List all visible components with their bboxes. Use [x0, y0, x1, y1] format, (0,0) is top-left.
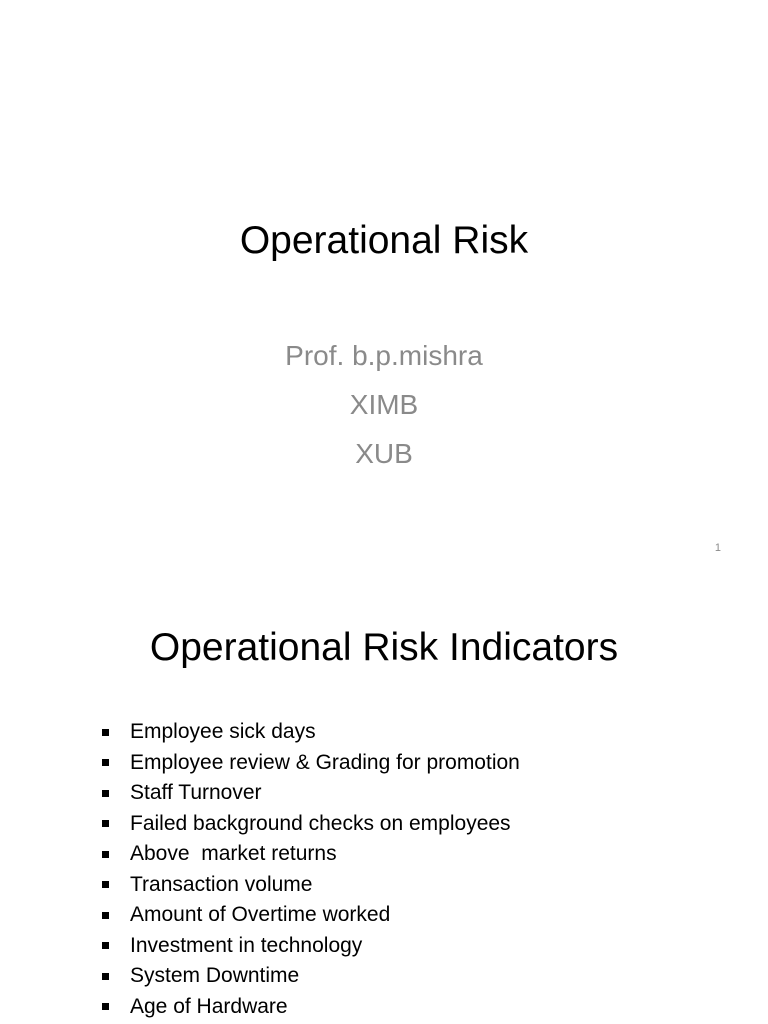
- square-bullet-icon: [102, 912, 109, 919]
- square-bullet-icon: [102, 881, 109, 888]
- institution-name: XIMB: [349, 389, 419, 420]
- slide-subtitle: [0, 331, 768, 478]
- list-item-text: Employee sick days: [130, 720, 316, 744]
- university-name: XUB: [355, 438, 413, 469]
- list-item-text: Amount of Overtime worked: [130, 903, 391, 927]
- bullet-list: [102, 717, 520, 1022]
- square-bullet-icon: [102, 973, 109, 980]
- list-item-text: Transaction volume: [130, 872, 313, 896]
- slide-number: 1: [714, 542, 721, 554]
- slide-title: Operational Risk Indicators: [149, 626, 619, 669]
- list-item: [102, 809, 520, 840]
- list-item: [102, 900, 520, 931]
- square-bullet-icon: [102, 851, 109, 858]
- list-item-text: Failed background checks on employees: [130, 811, 511, 835]
- list-item-text: System Downtime: [130, 964, 300, 988]
- list-item-text: Employee review & Grading for promotion: [130, 750, 520, 774]
- square-bullet-icon: [102, 942, 109, 949]
- list-item: [102, 992, 520, 1023]
- square-bullet-icon: [102, 759, 109, 766]
- square-bullet-icon: [102, 790, 109, 797]
- square-bullet-icon: [102, 729, 109, 736]
- list-item: [102, 931, 520, 962]
- list-item-text: Above market returns: [130, 842, 337, 866]
- list-item: [102, 778, 520, 809]
- list-item-text: Investment in technology: [130, 933, 363, 957]
- list-item: [102, 717, 520, 748]
- list-item: [102, 870, 520, 901]
- list-item-text: Age of Hardware: [130, 994, 288, 1018]
- slide-2: [0, 576, 768, 1024]
- author-name: Prof. b.p.mishra: [285, 340, 483, 371]
- list-item-text: Staff Turnover: [130, 781, 262, 805]
- square-bullet-icon: [102, 1003, 109, 1010]
- list-item: [102, 748, 520, 779]
- list-item: [102, 839, 520, 870]
- square-bullet-icon: [102, 820, 109, 827]
- list-item: [102, 961, 520, 992]
- slide-title: Operational Risk: [239, 219, 529, 262]
